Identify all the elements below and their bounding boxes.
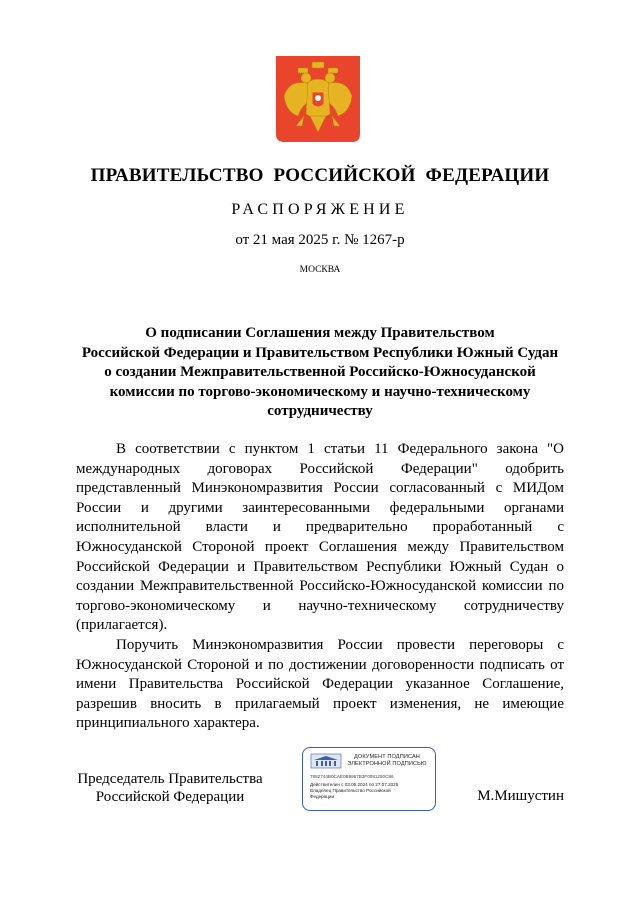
stamp-title-line: ДОКУМЕНТ ПОДПИСАН — [354, 754, 420, 760]
electronic-signature-stamp — [302, 747, 436, 811]
document-city: МОСКВА — [299, 265, 341, 275]
signatory-position — [70, 770, 270, 806]
document-type: РАСПОРЯЖЕНИЕ — [231, 201, 409, 218]
subject-line: комиссии по торгово-экономическому и научно-техническому — [109, 383, 531, 400]
document-body — [76, 440, 564, 734]
certificate-owner: Владелец Правительство Российской — [310, 788, 391, 793]
signatory-position-line: Российской Федерации — [95, 789, 245, 805]
signatory-position-line: Председатель Правительства — [77, 771, 263, 787]
stamp-title-line: ЭЛЕКТРОННОЙ ПОДПИСЬЮ — [347, 761, 427, 767]
subject-line: о создании Межправительственной Российско-Южносуданской — [104, 364, 536, 380]
certificate-serial: 7882744B0CAE0B9967B3F0081250C86 — [310, 774, 394, 779]
body-paragraph: В соответствии с пунктом 1 статьи 11 Федерального закона "О международных договорах Российской Федерации" одобрить представленный Минэкономразвития России согласованный с МИДом России и другими заинтересованными федеральными органами исполнительной власти и предварительно проработанный с Южносуданской Стороной проект Соглашения между Правительством Российской Федерации и Правительством Республики Южный Судан о создании Межправительственной Российско-Южносуданской комиссии по торгово-экономическому и научно-техническому сотрудничеству (прилагается). — [76, 441, 564, 634]
signatory-name: М.Мишустин — [477, 788, 564, 804]
coat-of-arms-icon — [276, 56, 360, 144]
building-emblem-icon — [310, 753, 342, 769]
government-title: ПРАВИТЕЛЬСТВО РОССИЙСКОЙ ФЕДЕРАЦИИ — [90, 165, 550, 186]
certificate-validity: Действителен с 03.05.2024 по 27.07.2025 — [310, 782, 399, 787]
subject-line: сотрудничеству — [267, 403, 373, 419]
document-date-number: от 21 мая 2025 г. № 1267-р — [235, 232, 405, 248]
certificate-owner: Федерации — [310, 794, 335, 799]
stamp-title — [343, 754, 431, 768]
subject-line: О подписании Соглашения между Правительством — [145, 325, 495, 341]
subject-line: Российской Федерации и Правительством Республики Южный Судан — [81, 344, 559, 361]
body-paragraph: Поручить Минэкономразвития России провести переговоры с Южносуданской Стороной и по достижении договоренности подписать от имени Правительства Российской Федерации указанное Соглашение, разрешив вносить в прилагаемый проект изменения, не имеющие принципиального характера. — [76, 636, 564, 732]
document-subject — [70, 324, 570, 422]
